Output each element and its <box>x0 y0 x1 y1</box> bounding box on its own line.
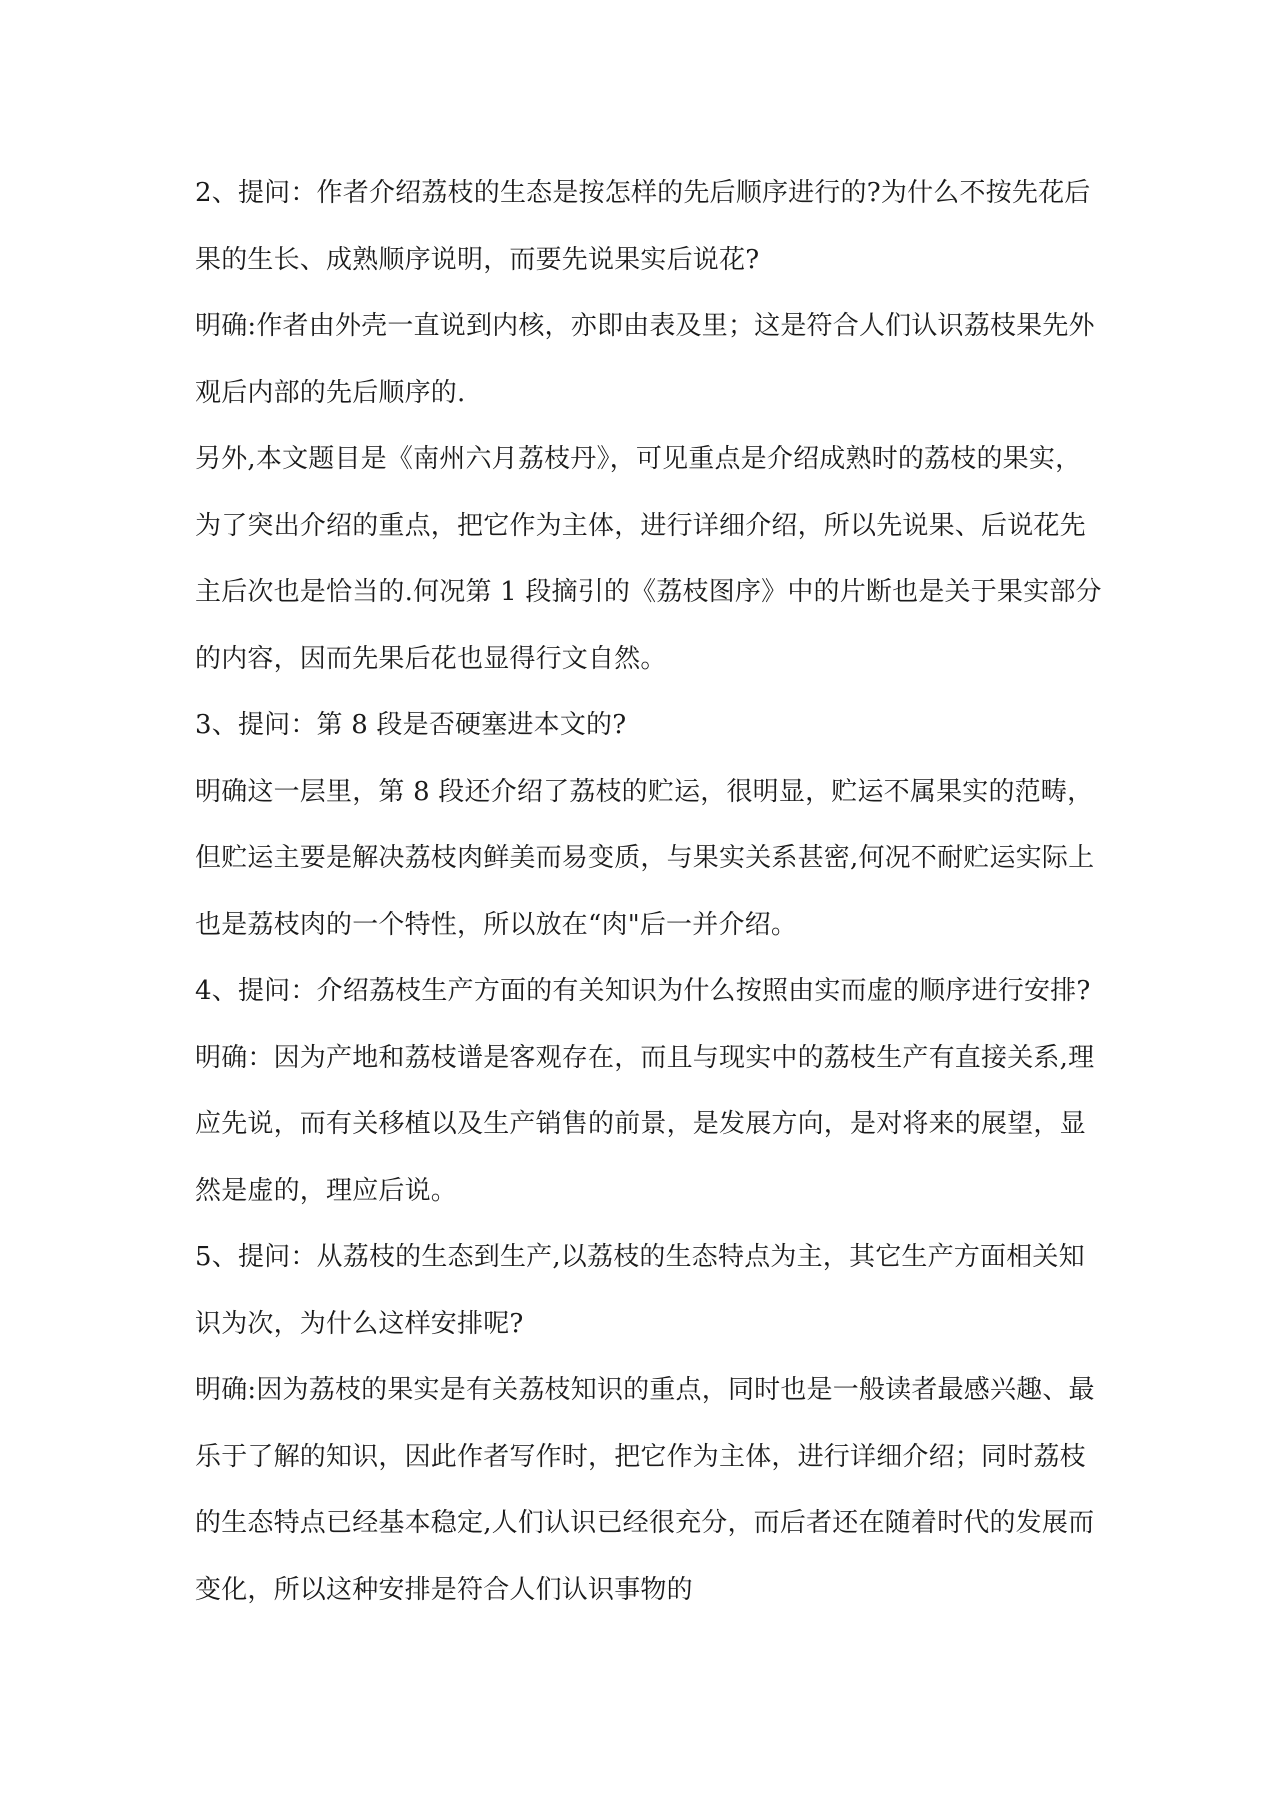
text-line: 明确:因为荔枝的果实是有关荔枝知识的重点，同时也是一般读者最感兴趣、最 <box>195 1375 1095 1405</box>
text-line: 2、提问：作者介绍荔枝的生态是按怎样的先后顺序进行的?为什么不按先花后 <box>195 178 1091 208</box>
text-line: 明确：因为产地和荔枝谱是客观存在，而且与现实中的荔枝生产有直接关系,理 <box>195 1042 1095 1073</box>
text-line: 的内容，因而先果后花也显得行文自然。 <box>195 643 667 674</box>
text-line: 主后次也是恰当的.何况第 1 段摘引的《荔枝图序》中的片断也是关于果实部分 <box>195 577 1102 607</box>
text-line: 应先说，而有关移植以及生产销售的前景，是发展方向，是对将来的展望，显 <box>195 1109 1086 1139</box>
text-line: 明确这一层里，第 8 段还介绍了荔枝的贮运，很明显，贮运不属果实的范畴， <box>195 776 1094 807</box>
text-line: 也是荔枝肉的一个特性，所以放在“肉"后一并介绍。 <box>195 909 798 940</box>
text-line: 3、提问：第 8 段是否硬塞进本文的? <box>195 710 627 740</box>
text-line: 明确:作者由外壳一直说到内核，亦即由表及里；这是符合人们认识荔枝果先外 <box>195 311 1095 341</box>
text-line: 4、提问：介绍荔枝生产方面的有关知识为什么按照由实而虚的顺序进行安排? <box>195 976 1091 1006</box>
text-line: 识为次，为什么这样安排呢? <box>195 1308 524 1339</box>
text-line: 变化，所以这种安排是符合人们认识事物的 <box>195 1574 693 1605</box>
document-body <box>195 160 1102 1623</box>
text-line: 为了突出介绍的重点，把它作为主体，进行详细介绍，所以先说果、后说花先 <box>195 510 1086 541</box>
text-line: 乐于了解的知识，因此作者写作时，把它作为主体，进行详细介绍；同时荔枝 <box>195 1441 1086 1472</box>
text-line: 观后内部的先后顺序的. <box>195 377 466 408</box>
text-line: 然是虚的，理应后说。 <box>195 1175 458 1206</box>
text-line: 另外,本文题目是《南州六月荔枝丹》，可见重点是介绍成熟时的荔枝的果实， <box>195 444 1082 474</box>
text-line: 的生态特点已经基本稳定,人们认识已经很充分，而后者还在随着时代的发展而 <box>195 1508 1095 1538</box>
text-line: 果的生长、成熟顺序说明，而要先说果实后说花? <box>195 244 760 275</box>
text-line: 但贮运主要是解决荔枝肉鲜美而易变质，与果实关系甚密,何况不耐贮运实际上 <box>195 843 1095 873</box>
text-line: 5、提问：从荔枝的生态到生产,以荔枝的生态特点为主，其它生产方面相关知 <box>195 1242 1085 1272</box>
